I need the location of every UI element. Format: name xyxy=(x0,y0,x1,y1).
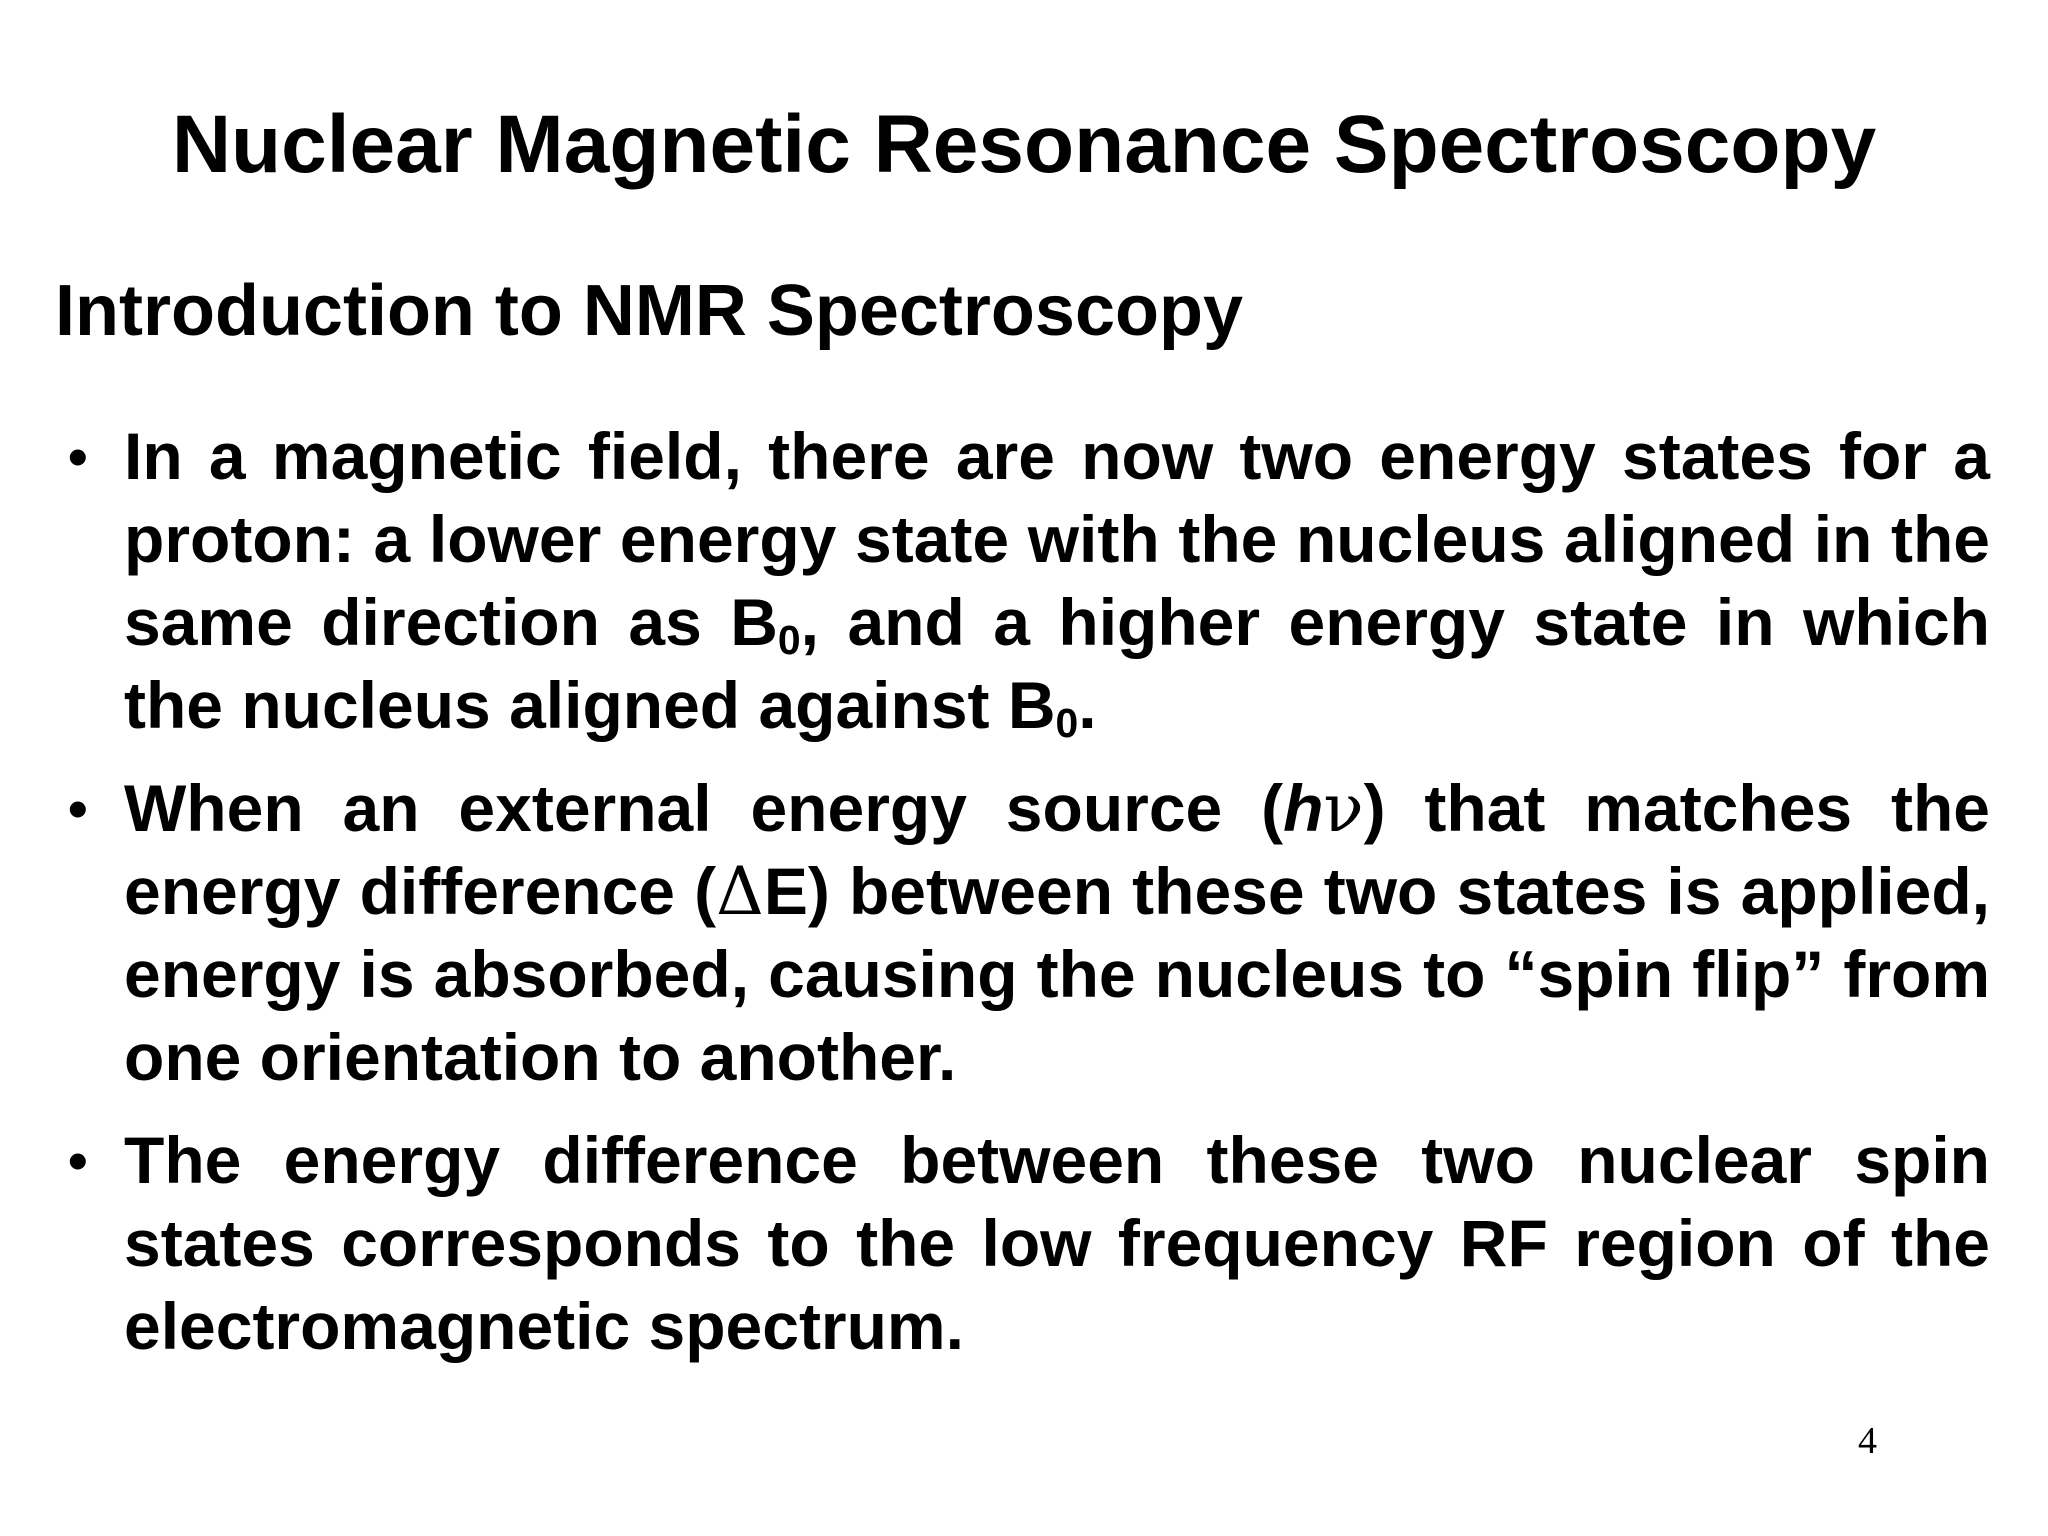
bullet-text-segment: , and a higher energy state in which the nucleus aligned against B xyxy=(124,585,1990,742)
bullet-text-segment: E) between these two states is applied, energy is absorbed, causing the nucleus to “spin flip” from one orientation to another. xyxy=(124,854,1990,1094)
bullet-text-segment: ) that matches the energy difference ( xyxy=(124,771,1990,928)
bullet-item-energy-states xyxy=(68,415,1990,747)
planck-h-symbol: h xyxy=(1283,771,1324,845)
bullet-item-rf-region xyxy=(68,1119,1990,1368)
section-heading: Introduction to NMR Spectroscopy xyxy=(55,271,1243,351)
bullet-text-segment: When an external energy source ( xyxy=(124,771,1284,845)
bullet-list xyxy=(68,415,1990,1388)
bullet-marker: • xyxy=(68,777,88,840)
subscript-zero: 0 xyxy=(1055,700,1079,746)
nu-symbol: ν xyxy=(1323,770,1364,847)
delta-symbol: Δ xyxy=(716,853,764,930)
bullet-text xyxy=(124,767,1990,1099)
subscript-zero: 0 xyxy=(777,617,801,663)
bullet-text: The energy difference between these two nuclear spin states corresponds to the low frequency RF region of the electromagnetic spectrum. xyxy=(124,1123,1990,1363)
bullet-text xyxy=(124,415,1990,747)
bullet-marker: • xyxy=(68,425,88,488)
bullet-text-segment: In a magnetic field, there are now two energy states for a proton: a lower energy state with the nucleus aligned in the same direction as B xyxy=(124,419,1990,659)
bullet-text-segment: . xyxy=(1078,668,1097,742)
bullet-marker: • xyxy=(68,1129,88,1192)
page-number: 4 xyxy=(1858,1420,1877,1462)
bullet-item-spin-flip xyxy=(68,767,1990,1099)
slide-title: Nuclear Magnetic Resonance Spectroscopy xyxy=(171,99,1877,190)
